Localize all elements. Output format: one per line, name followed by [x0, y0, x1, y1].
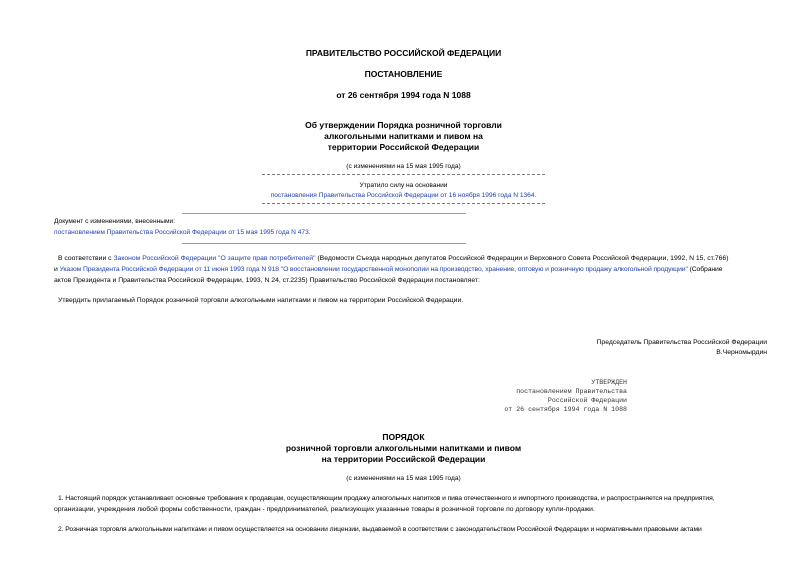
approval-stamp — [504, 378, 627, 414]
preamble-line-3: актов Президента и Правительства Российской Федерации, 1993, N 24, ст.2235) Правительство Российской Федерации постановляет: — [54, 277, 480, 284]
preamble-text: (Собрание — [687, 266, 723, 273]
approval-line: УТВЕРЖДЕН — [591, 379, 627, 386]
signature-position: Председатель Правительства Российской Федерации — [596, 339, 767, 346]
preamble-text: В соответствии с — [58, 255, 114, 262]
preamble-line-1 — [54, 254, 774, 263]
divider — [262, 174, 545, 175]
clause-1-line-1: 1. Настоящий порядок устанавливает основные требования к продавцам, осуществляющим продажу алкогольных напитков и пива отечественного и импортного производства, и распространяется на предприятия, — [58, 495, 715, 502]
changes-note: (с изменениями на 15 мая 1995 года) — [346, 163, 461, 170]
void-notice-text: Утратило силу на основании — [359, 182, 448, 189]
title-line-1: Об утверждении Порядка розничной торговли — [305, 120, 502, 130]
preamble-text: и — [54, 266, 60, 273]
title-line-3: территории Российской Федерации — [327, 142, 480, 152]
resolution-text: Утвердить прилагаемый Порядок розничной торговли алкогольными напитками и пивом на территории Российской Федерации. — [58, 297, 464, 304]
preamble-line-2 — [54, 265, 782, 274]
date-number: от 26 сентября 1994 года N 1088 — [336, 90, 471, 100]
presidential-decree-link[interactable]: Указом Президента Российской Федерации от 11 июня 1993 года N 918 "О восстановлении государственной монополии на производство, хранение, оптовую и розничную продажу алкогольной продукции" — [59, 266, 688, 273]
government-heading: ПРАВИТЕЛЬСТВО РОССИЙСКОЙ ФЕДЕРАЦИИ — [305, 48, 502, 58]
clause-1-line-2: организации, учреждения любой формы собственности, граждан - предпринимателей, реализующих указанные товары в розничной торговле по договору купли-продажи. — [54, 506, 595, 513]
divider — [182, 243, 466, 244]
preamble-text: (Ведомости Съезда народных депутатов Российской Федерации и Верховного Совета Российской Федерации, 1992, N 15, ст.766) — [315, 255, 729, 262]
signature-name: В.Черномырдин — [716, 349, 767, 356]
void-notice-link[interactable]: постановления Правительства Российской Федерации от 16 ноября 1996 года N 1364. — [270, 192, 537, 199]
doc-type-heading: ПОСТАНОВЛЕНИЕ — [364, 69, 443, 79]
approval-line: Российской Федерации — [547, 397, 627, 404]
approval-line: от 26 сентября 1994 года N 1088 — [504, 406, 627, 413]
amendments-link[interactable]: постановлением Правительства Российской Федерации от 15 мая 1995 года N 473. — [54, 229, 311, 236]
approval-line: постановлением Правительства — [516, 388, 627, 395]
order-title-line-3: на территории Российской Федерации — [321, 454, 486, 464]
title-line-2: алкогольными напитками и пивом на — [324, 131, 483, 141]
order-title-line-2: розничной торговли алкогольными напитками и пивом — [285, 443, 522, 453]
order-title-line-1: ПОРЯДОК — [382, 432, 425, 442]
amendments-label: Документ с изменениями, внесенными: — [54, 218, 176, 225]
consumer-law-link[interactable]: Законом Российской Федерации "О защите прав потребителей" — [113, 255, 316, 262]
divider — [182, 213, 466, 214]
order-changes-note: (с изменениями на 15 мая 1995 года) — [346, 475, 461, 482]
clause-2: 2. Розничная торговля алкогольными напитками и пивом осуществляется на основании лицензии, выдаваемой в соответствии с законодательством Российской Федерации и нормативными правовыми актами — [58, 526, 702, 533]
divider — [262, 203, 545, 204]
